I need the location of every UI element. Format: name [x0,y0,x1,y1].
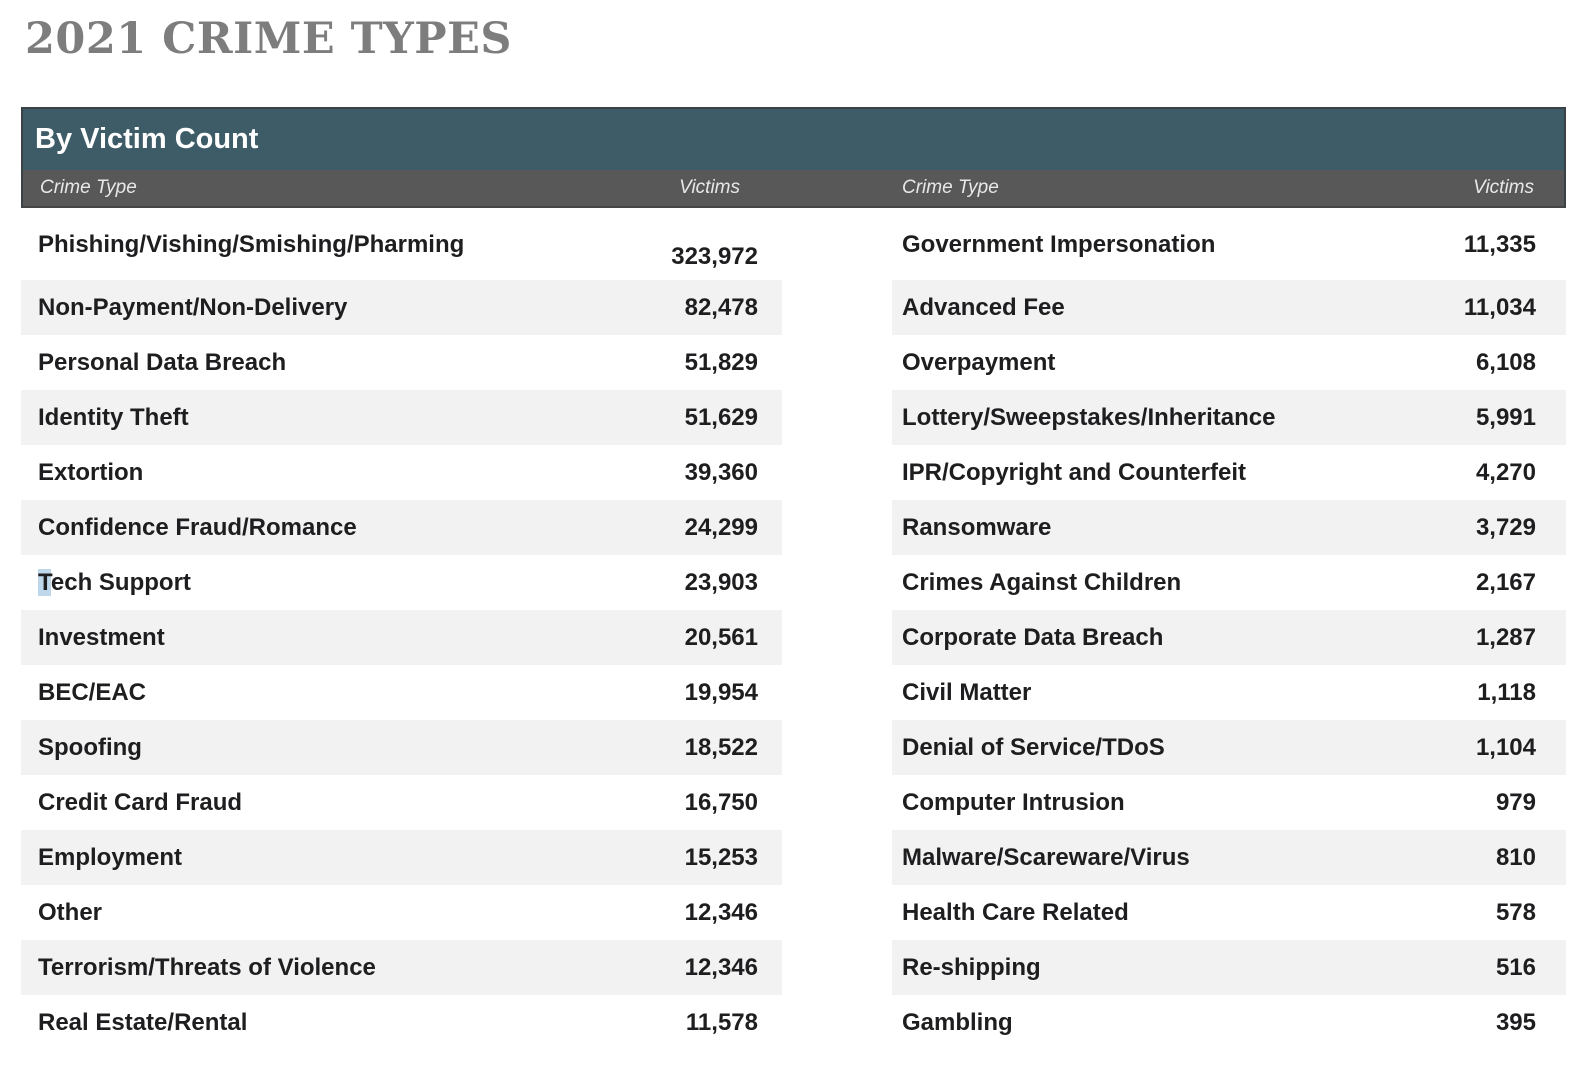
crime-type-cell: IPR/Copyright and Counterfeit [902,458,1246,486]
table-row [21,210,782,280]
victims-cell: 323,972 [671,243,758,271]
table-body-gap [782,210,892,1050]
victims-cell: 516 [1495,953,1536,981]
crime-type-cell: Identity Theft [38,403,189,431]
table-row [21,445,782,500]
table-header-block [21,107,1566,208]
victims-cell: 11,578 [685,1008,758,1036]
victims-cell: 6,108 [1475,348,1536,376]
crime-type-cell: Re-shipping [902,953,1041,981]
table-row [21,280,782,335]
victims-cell: 39,360 [684,458,758,486]
table-row [21,665,782,720]
victims-cell: 19,954 [684,678,758,706]
crime-type-cell: Credit Card Fraud [38,788,243,816]
crime-type-cell: Corporate Data Breach [902,623,1164,651]
victims-cell: 3,729 [1475,513,1536,541]
right-column-headers [892,177,1564,199]
table-body [21,210,1566,1050]
table-title: By Victim Count [35,123,259,156]
table-row [21,775,782,830]
text-selection-highlight: T [38,568,51,596]
victims-cell: 1,287 [1475,623,1536,651]
victims-cell: 24,299 [684,513,758,541]
table-row [892,610,1566,665]
victims-cell: 12,346 [684,898,758,926]
victims-cell: 18,522 [684,733,758,761]
victims-cell: 11,034 [1463,293,1536,321]
victims-cell: 12,346 [684,953,758,981]
table-row [21,555,782,610]
crime-type-cell: Extortion [38,458,144,486]
crime-type-cell: Tech Support [38,568,191,596]
table-row [892,995,1566,1050]
table-row [21,610,782,665]
table-row [892,665,1566,720]
table-row [892,445,1566,500]
column-header-bar [23,170,1564,206]
crime-type-cell: Gambling [902,1008,1013,1036]
victims-cell: 2,167 [1475,568,1536,596]
victims-cell: 1,118 [1477,678,1536,706]
crime-type-cell: Investment [38,623,165,651]
table-row [892,775,1566,830]
table-row [21,335,782,390]
table-row [21,885,782,940]
left-table-half [21,210,782,1050]
column-header-victims-left: Victims [679,177,740,199]
table-row [892,210,1566,280]
crime-type-cell: Other [38,898,103,926]
crime-type-cell: Personal Data Breach [38,348,287,376]
crime-type-cell: Spoofing [38,733,142,761]
crime-type-cell: Health Care Related [902,898,1129,926]
table-row [21,995,782,1050]
page-title: 2021 CRIME TYPES [25,14,512,64]
victims-cell: 16,750 [684,788,758,816]
crime-type-cell: Confidence Fraud/Romance [38,513,357,541]
crime-type-cell: Terrorism/Threats of Violence [38,953,376,981]
crime-type-cell: BEC/EAC [38,678,147,706]
victims-cell: 979 [1495,788,1536,816]
crime-type-cell: Advanced Fee [902,293,1065,321]
table-row [21,500,782,555]
document-page [0,16,1586,1050]
victims-cell: 23,903 [684,568,758,596]
column-header-crime-type-left: Crime Type [40,177,137,199]
crime-type-cell: Overpayment [902,348,1056,376]
crime-type-cell: Malware/Scareware/Virus [902,843,1190,871]
table-row [892,335,1566,390]
table-row [21,940,782,995]
crime-type-cell: Government Impersonation [902,231,1216,259]
table-row [892,885,1566,940]
table-row [892,390,1566,445]
right-table-half [892,210,1566,1050]
table-row [892,720,1566,775]
table-row [21,830,782,885]
victims-cell: 20,561 [684,623,758,651]
crime-type-cell: Employment [38,843,183,871]
crime-type-cell: Denial of Service/TDoS [902,733,1165,761]
column-header-crime-type-right: Crime Type [902,177,999,199]
crime-type-cell: Real Estate/Rental [38,1008,248,1036]
victims-cell: 5,991 [1475,403,1536,431]
victims-cell: 51,629 [684,403,758,431]
crime-type-cell: Crimes Against Children [902,568,1182,596]
table-row [21,720,782,775]
crime-type-cell: Civil Matter [902,678,1032,706]
table-row [892,830,1566,885]
victims-cell: 578 [1495,898,1536,926]
victim-count-table [21,107,1566,1050]
table-row [892,500,1566,555]
table-row [892,555,1566,610]
table-row [892,940,1566,995]
left-column-headers [23,177,782,199]
crime-type-cell: Phishing/Vishing/Smishing/Pharming [38,231,465,259]
victims-cell: 15,253 [684,843,758,871]
column-header-victims-right: Victims [1473,177,1534,199]
table-title-bar [23,109,1564,170]
table-row [21,390,782,445]
table-row [892,280,1566,335]
victims-cell: 1,104 [1475,733,1536,761]
crime-type-cell: Ransomware [902,513,1052,541]
victims-cell: 395 [1495,1008,1536,1036]
crime-type-cell: Lottery/Sweepstakes/Inheritance [902,403,1276,431]
victims-cell: 810 [1495,843,1536,871]
victims-cell: 82,478 [684,293,758,321]
crime-type-cell: Computer Intrusion [902,788,1125,816]
victims-cell: 51,829 [684,348,758,376]
victims-cell: 4,270 [1475,458,1536,486]
victims-cell: 11,335 [1463,231,1536,259]
crime-type-cell: Non-Payment/Non-Delivery [38,293,348,321]
